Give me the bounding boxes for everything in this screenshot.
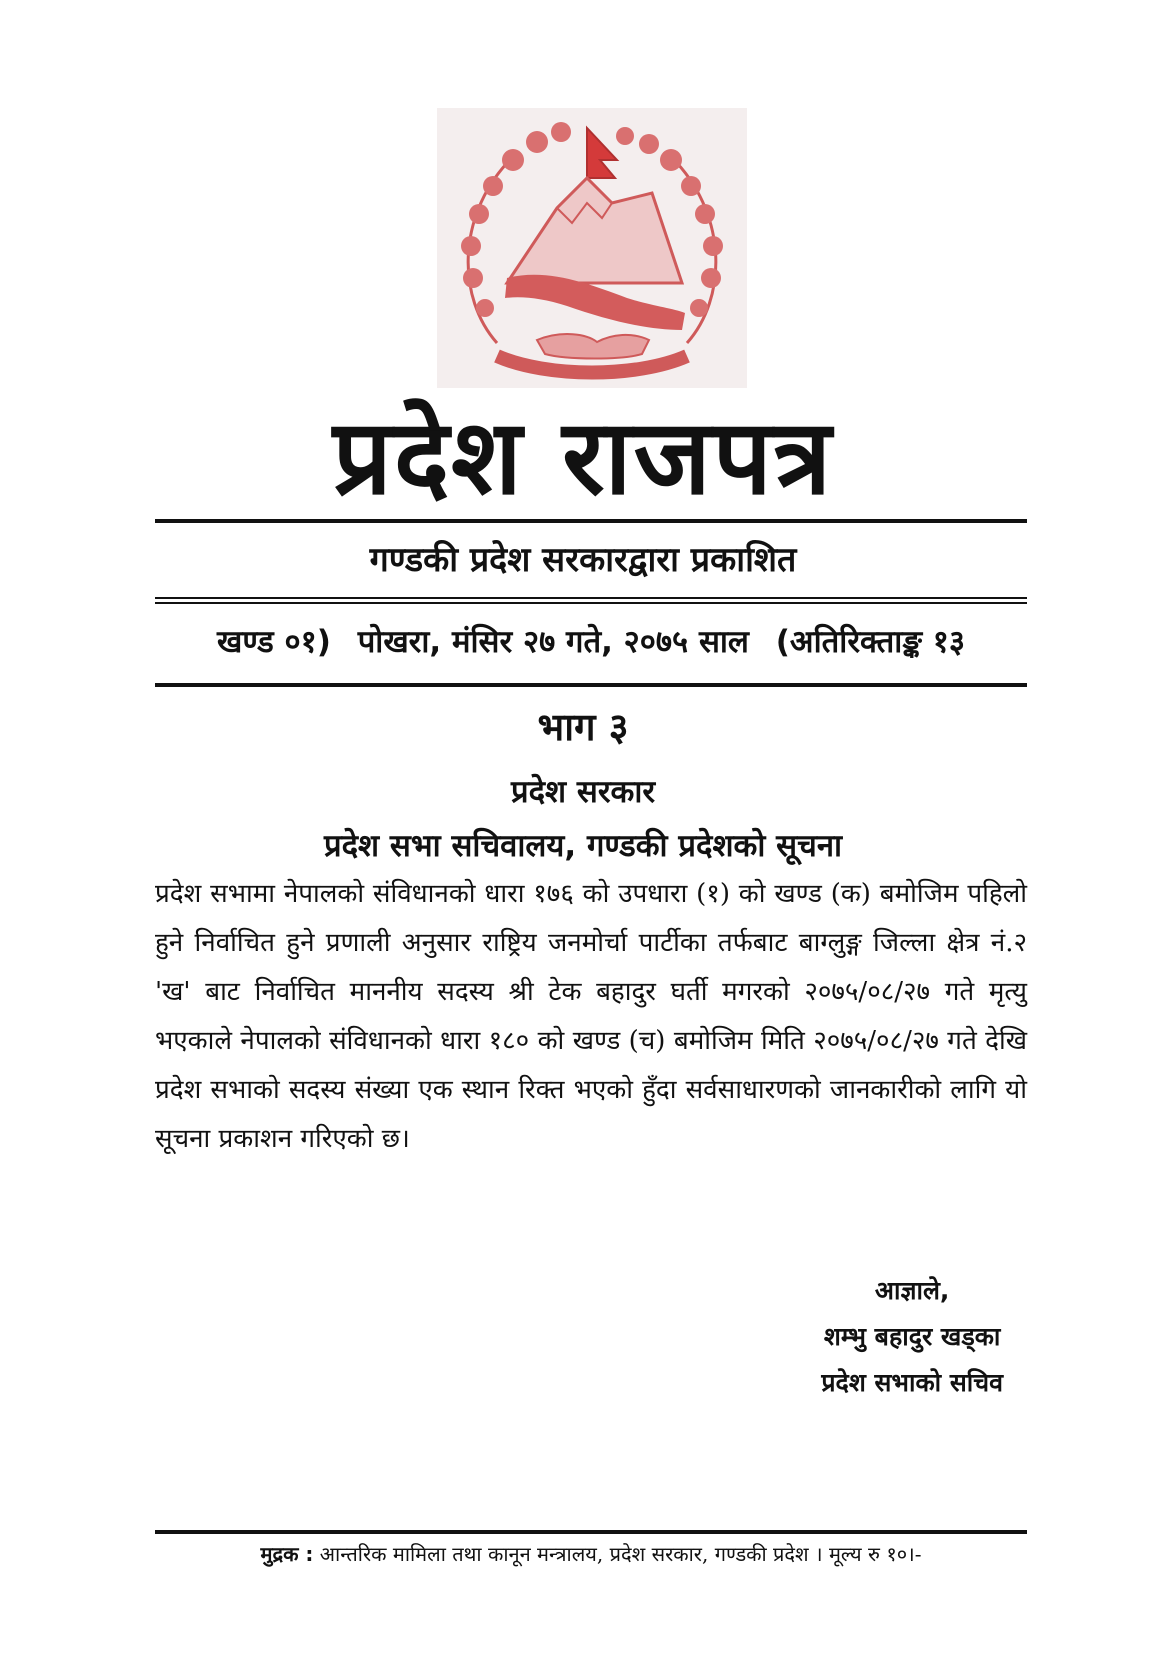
signature-order: आज्ञाले,: [874, 1276, 950, 1305]
nepal-emblem: [437, 108, 747, 388]
issue-divider: [155, 683, 1027, 687]
nepal-emblem-image: [437, 108, 747, 388]
notice-body: प्रदेश सभामा नेपालको संविधानको धारा १७६ को उपधारा (१) को खण्ड (क) बमोजिम पहिलो हुने निर्वाचित हुने प्रणाली अनुसार राष्ट्रिय जनमोर्चा पार्टीका तर्फबाट बाग्लुङ्ग जिल्ला क्षेत्र नं.२ 'ख' बाट निर्वाचित माननीय सदस्य श्री टेक बहादुर घर्ती मगरको २०७५/०८/२७ गते मृत्यु भएकाले नेपालको संविधानको धारा १८० को खण्ड (च) बमोजिम मिति २०७५/०८/२७ गते देखि प्रदेश सभाको सदस्य संख्या एक स्थान रिक्त भएको हुँदा सर्वसाधारणको जानकारीको लागि यो सूचना प्रकाशन गरिएको छ।: [155, 879, 1027, 1154]
printer-label: मुद्रक :: [260, 1542, 314, 1566]
signature-title: प्रदेश सभाको सचिव: [821, 1368, 1003, 1397]
signature-name: शम्भु बहादुर खड्का: [823, 1322, 1001, 1351]
notice-title: प्रदेश सभा सचिवालय, गण्डकी प्रदेशको सूचना: [323, 828, 843, 864]
issue-place-date: पोखरा, मंसिर २७ गते, २०७५ साल: [357, 624, 749, 660]
title-divider: [155, 519, 1027, 523]
part-heading: भाग ३: [537, 705, 629, 749]
issue-line: [155, 620, 1027, 662]
gazette-title: प्रदेश राजपत्र: [332, 396, 834, 518]
issue-extra: (अतिरिक्ताङ्क १३: [775, 624, 965, 660]
government-heading: प्रदेश सरकार: [510, 774, 656, 810]
signature-block: [821, 1268, 1003, 1406]
footer-divider: [155, 1530, 1027, 1534]
footer: [155, 1540, 1027, 1567]
issue-volume: खण्ड ०१): [217, 624, 331, 660]
publisher-line: गण्डकी प्रदेश सरकारद्वारा प्रकाशित: [369, 540, 797, 580]
publisher-divider-bottom: [155, 602, 1027, 604]
printer-text: आन्तरिक मामिला तथा कानून मन्त्रालय, प्रदेश सरकार, गण्डकी प्रदेश । मूल्य रु १०।-: [319, 1542, 922, 1566]
publisher-divider-top: [155, 597, 1027, 599]
